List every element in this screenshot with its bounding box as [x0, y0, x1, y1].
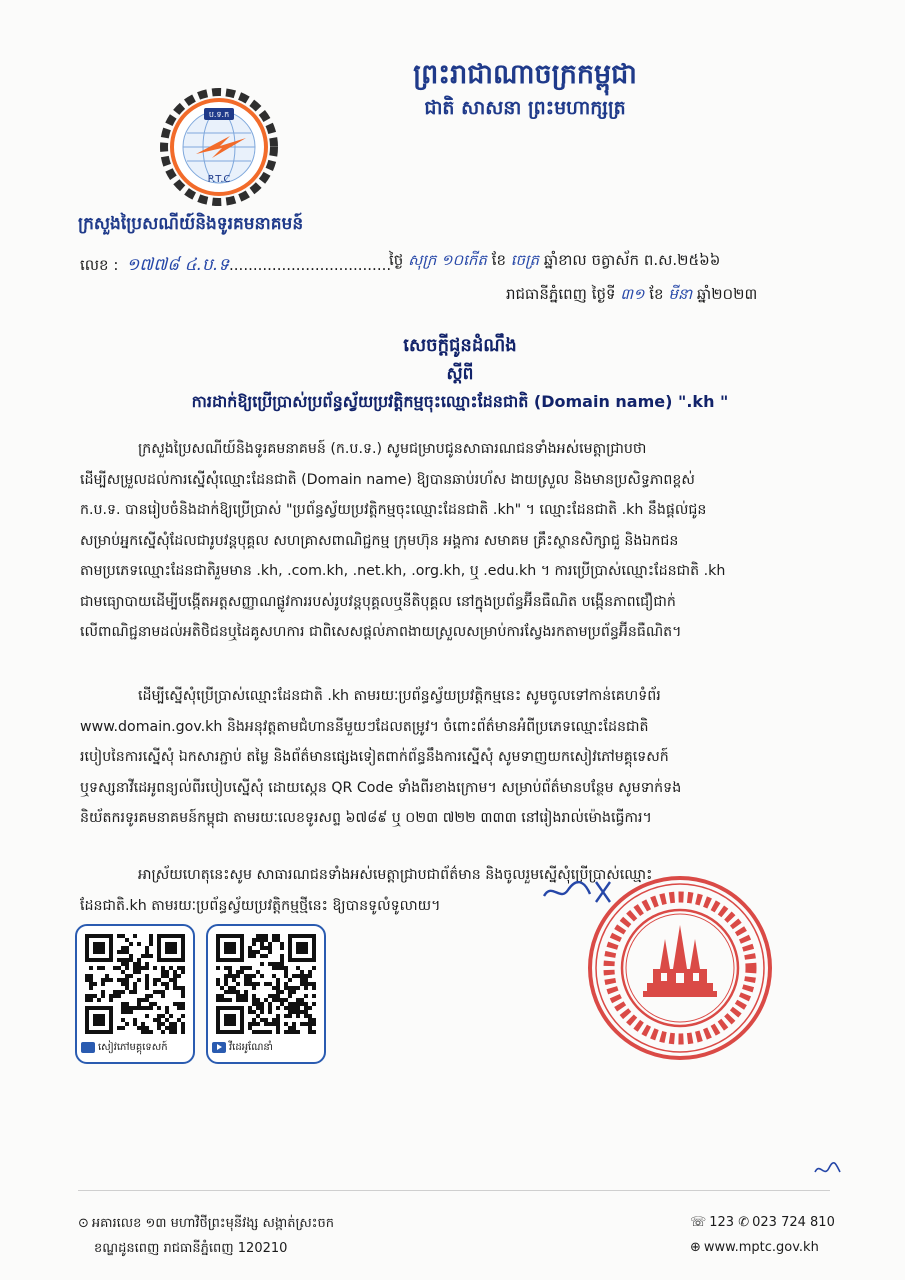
paragraph-line: www.domain.gov.kh និងអនុវត្តតាមជំហាននីមួយៗដែលតម្រូវ។ ចំពោះព័ត៌មានអំពីប្រភេទឈ្មោះដែនជាតិ	[80, 718, 649, 735]
reference-number-value: ១៧៧៨ ៤.ប.ទ	[126, 255, 230, 275]
notice-title: សេចក្តីជូនដំណឹង	[403, 335, 517, 356]
paragraph-1	[80, 434, 840, 648]
book-icon	[81, 1042, 95, 1053]
paragraph-line: សម្រាប់អ្នកស្នើសុំដែលជារូបវន្តបុគ្គល សហគ្រាសពាណិជ្ជកម្ម ក្រុមហ៊ុន អង្គការ សមាគម គ្រឹះស្ថានសិក្សាជួ និងឯកជន	[80, 532, 679, 549]
footer-address-line2: ខណ្ឌដូនពេញ រាជធានីភ្នំពេញ 120210	[94, 1241, 288, 1256]
paragraph-line: ក.ប.ទ. បានរៀបចំនិងដាក់ឱ្យប្រើប្រាស់ "ប្រព័ន្ធស្វ័យប្រវត្តិកម្មចុះឈ្មោះដែនជាតិ .kh" ។ ឈ្មោះដែនជាតិ .kh នឹងផ្តល់ជូន	[80, 502, 707, 518]
ministry-logo	[160, 88, 278, 206]
qr-card-guidebook[interactable]	[75, 924, 195, 1064]
footer-website	[690, 1240, 819, 1255]
paragraph-line: ដើម្បីស្នើសុំប្រើប្រាស់ឈ្មោះដែនជាតិ .kh តាមរយៈប្រព័ន្ធស្វ័យប្រវត្តិកម្មនេះ សូមចូលទៅកាន់គេហទំព័រ	[138, 688, 661, 704]
hotline-icon: ☏	[690, 1215, 707, 1230]
paragraph-line: ដែនជាតិ.kh តាមរយៈប្រព័ន្ធស្វ័យប្រវត្តិកម្មថ្មីនេះ ឱ្យបានទូលំទូលាយ។	[80, 897, 441, 914]
qr-label-text: សៀវភៅមគ្គុទេសក៍	[98, 1042, 168, 1053]
logo-text-top: ប.ទ.ក	[208, 110, 230, 119]
lunar-date-month: ចេត្រ	[510, 251, 540, 269]
official-stamp	[585, 873, 775, 1063]
footer-divider	[78, 1190, 830, 1191]
lunar-date-mid: ខែ	[491, 251, 506, 269]
qr-card-video[interactable]	[206, 924, 326, 1064]
location-pin-icon: ⊙	[78, 1216, 89, 1231]
qr-label-guidebook	[81, 1040, 168, 1055]
qr-code-guidebook[interactable]	[85, 934, 185, 1034]
paragraph-line: របៀបនៃការស្នើសុំ ឯកសារភ្ជាប់ តម្លៃ និងព័ត៌មានផ្សេងទៀតពាក់ព័ន្ធនឹងការស្នើសុំ សូមទាញយកសៀវភៅមគ្គុទេសក៍	[80, 749, 669, 765]
website-link[interactable]: www.mptc.gov.kh	[703, 1240, 819, 1255]
solar-date-month: មីនា	[668, 285, 693, 303]
paragraph-line: និយ័តករទូរគមនាគមន៍កម្ពុជា តាមរយៈលេខទូរសព្ទ ៦៧៨៩ ឬ ០២៣ ៧២២ ៣៣៣ នៅរៀងរាល់ម៉ោងធ្វើការ។	[80, 810, 652, 826]
footer-phone	[690, 1215, 835, 1230]
reference-dots: ..................................	[229, 256, 392, 274]
address-text: អគារលេខ ១៣ មហាវិថីព្រះមុនីវង្ស សង្កាត់ស្រះចក	[91, 1216, 334, 1231]
paragraph-line: លើពាណិជ្ជនាមដល់អតិថិជនឬដៃគូសហការ ជាពិសេសផ្តល់ភាពងាយស្រួលសម្រាប់ការស្វែងរកតាមប្រព័ន្ធអ៊ីនធឺណិត។	[80, 624, 682, 640]
footer-address-line1	[78, 1215, 334, 1234]
logo-text-bottom: P.T.C	[207, 174, 231, 185]
lunar-date-prefix: ថ្ងៃ	[389, 251, 404, 269]
paragraph-2	[80, 681, 840, 834]
reference-label: លេខ :	[80, 256, 119, 274]
notice-subtitle: ស្តីពី	[446, 364, 474, 384]
paragraph-line: អាស្រ័យហេតុនេះសូម សាធារណជនទាំងអស់មេត្តាជ្រាបជាព័ត៌មាន និងចូលរួមស្នើសុំប្រើប្រាស់ឈ្មោះ	[138, 867, 653, 883]
lunar-date-suffix: ឆ្នាំខាល ចត្វាស័ក ព.ស.២៥៦៦	[543, 251, 721, 269]
qr-label-text: វីដេអូណែនាំ	[229, 1042, 273, 1053]
hotline-number[interactable]: 123	[709, 1215, 735, 1230]
qr-code-video[interactable]	[216, 934, 316, 1034]
solar-date	[506, 285, 757, 307]
lunar-date-day: សុក្រ ១០កើត	[408, 251, 487, 269]
solar-date-day: ៣១	[620, 285, 645, 303]
qr-label-video	[212, 1040, 273, 1055]
video-icon	[212, 1042, 226, 1053]
lunar-date	[389, 251, 720, 273]
initial-mark	[812, 1160, 842, 1180]
paragraph-line: ឬទស្សនាវីដេអូពន្យល់ពីរបៀបស្នើសុំ ដោយស្កេន QR Code ទាំងពីរខាងក្រោម។ សម្រាប់ព័ត៌មានបន្ថែម សូមទាក់ទង	[80, 779, 682, 796]
paragraph-line: ជាមធ្យោបាយដើម្បីបង្កើតអត្តសញ្ញាណផ្លូវការរបស់រូបវន្តបុគ្គលឬនីតិបុគ្គល នៅក្នុងប្រព័ន្ធអ៊ីនធឺណិត បង្កើនភាពជឿជាក់	[80, 593, 676, 610]
ministry-name: ក្រសួងប្រៃសណីយ៍និងទូរគមនាគមន៍	[78, 214, 304, 234]
national-motto: ជាតិ សាសនា ព្រះមហាក្សត្រ	[424, 97, 626, 119]
globe-icon: ⊕	[690, 1240, 701, 1255]
solar-date-mid: ខែ	[649, 285, 664, 303]
notice-subject: ការដាក់ឱ្យប្រើប្រាស់ប្រព័ន្ធស្វ័យប្រវត្តិកម្មចុះឈ្មោះដែនជាតិ (Domain name) ".kh "	[191, 392, 729, 411]
phone-icon: ✆	[738, 1215, 750, 1230]
paragraph-line: តាមប្រភេទឈ្មោះដែនជាតិរួមមាន .kh, .com.kh, .net.kh, .org.kh, ឬ .edu.kh ។ ការប្រើប្រាស់ឈ្មោះដែនជាតិ .kh	[80, 563, 726, 579]
paragraph-line: ក្រសួងប្រៃសណីយ៍និងទូរគមនាគមន៍ (ក.ប.ទ.) សូមជម្រាបជូនសាធារណជនទាំងអស់មេត្តាជ្រាបថា	[138, 441, 647, 457]
paragraph-line: ដើម្បីសម្រួលដល់ការស្នើសុំឈ្មោះដែនជាតិ (Domain name) ឱ្យបានឆាប់រហ័ស ងាយស្រួល និងមានប្រសិទ្ធភាពខ្ពស់	[80, 471, 695, 488]
solar-date-prefix: រាជធានីភ្នំពេញ ថ្ងៃទី	[506, 285, 616, 303]
reference-number	[80, 254, 391, 279]
phone-number[interactable]: 023 724 810	[752, 1215, 835, 1230]
solar-date-suffix: ឆ្នាំ២០២៣	[696, 285, 758, 303]
kingdom-title: ព្រះរាជាណាចក្រកម្ពុជា	[413, 59, 637, 90]
